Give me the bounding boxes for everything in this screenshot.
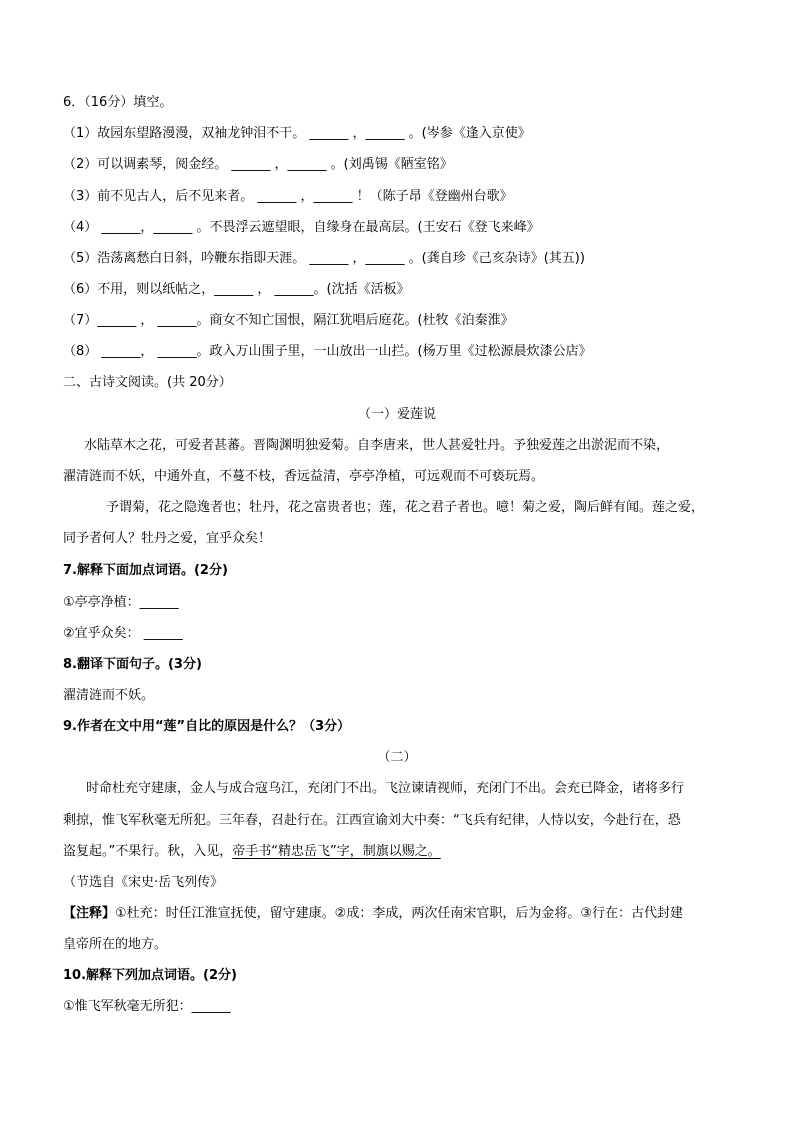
q7-item-1: ①亭亭净植：______ [63,595,179,610]
q7-title: 7.解释下面加点词语。(2分) [63,563,228,578]
q6-line-6: （6）不用，则以纸帖之，______ ， ______。(沈括《活板》 [63,282,410,297]
passage-1-line-2: 濯清涟而不妖，中通外直，不蔓不枝，香远益清，亭亭净植，可远观而不可亵玩焉。 [63,469,545,484]
section-2-title: 二、古诗文阅读。(共 20分） [63,375,232,390]
note-text-1: ①杜充：时任江淮宣抚使，留守建康。②成：李成，两次任南宋官职，后为金将。③行在：古代封建 [115,906,683,921]
q10-item-1: ①惟飞军秋毫无所犯：______ [63,999,231,1014]
q6-title: 6．（16分）填空。 [63,95,173,110]
passage-1-line-4: 同予者何人？牡丹之爱，宜乎众矣！ [63,531,272,546]
q6-line-8: （8） ______， ______。政入万山围子里，一山放出一山拦。(杨万里《过松源晨炊漆公店》 [63,344,592,359]
passage-2-note-line-1 [63,905,683,923]
underlined-sentence: 帝手书“精忠岳飞”字，制旗以赐之。 [232,844,441,859]
passage-2-line-1: 时命杜充守建康，金人与成合寇乌江，充闭门不出。飞泣谏请视师，充闭门不出。会充已降金，诸将多行 [86,781,685,796]
passage-2-line-3-text: 盗复起。”不果行。秋，入见， [63,844,233,859]
q7-item-2: ②宜乎众矣： ______ [63,626,183,641]
q8-title: 8.翻译下面句子。(3分) [63,657,202,672]
q9-title: 9.作者在文中用“莲”自比的原因是什么？（3分） [63,719,351,734]
passage-1-line-1: 水陆草木之花，可爱者甚蕃。晋陶渊明独爱菊。自李唐来，世人甚爱牡丹。予独爱莲之出淤泥而不染， [84,438,670,453]
q6-line-4: （4） ______，______ 。不畏浮云遮望眼，自缘身在最高层。(王安石《登飞来峰》 [63,220,540,235]
q10-title: 10.解释下列加点词语。(2分) [63,968,237,983]
q8-sentence: 濯清涟而不妖。 [63,688,155,703]
q6-line-3: （3）前不见古人，后不见来者。 ______ ，______ ！（陈子昂《登幽州台歌》 [63,189,513,204]
passage-2-source: （节选自《宋史·岳飞列传》 [63,875,224,890]
passage-2-title: （二） [377,750,417,765]
passage-2-note-line-2: 皇帝所在的地方。 [63,937,168,952]
q6-line-5: （5）浩荡离愁白日斜，吟鞭东指即天涯。 ______ ，______ 。(龚自珍《己亥杂诗》(其五)) [63,251,585,266]
passage-1-title: （一）爱莲说 [357,407,436,422]
passage-1-line-3: 予谓菊，花之隐逸者也；牡丹，花之富贵者也；莲，花之君子者也。噫！菊之爱，陶后鲜有闻。莲之爱， [106,500,705,515]
passage-2-line-2: 剩掠，惟飞军秋毫无所犯。三年春，召赴行在。江西宣谕刘大中奏：“飞兵有纪律，人恃以安，今赴行在，恐 [63,813,681,828]
q6-line-1: （1）故园东望路漫漫，双袖龙钟泪不干。 ______ ，______ 。(岑参《逢入京使》 [63,126,531,141]
note-label: 【注释】 [63,906,116,921]
q6-line-2: （2）可以调素琴，阅金经。 ______ ，______ 。(刘禹锡《陋室铭》 [63,157,453,172]
passage-2-line-3 [63,843,441,861]
q6-line-7: （7）______ ， ______。商女不知亡国恨，隔江犹唱后庭花。(杜牧《泊秦淮》 [63,313,514,328]
